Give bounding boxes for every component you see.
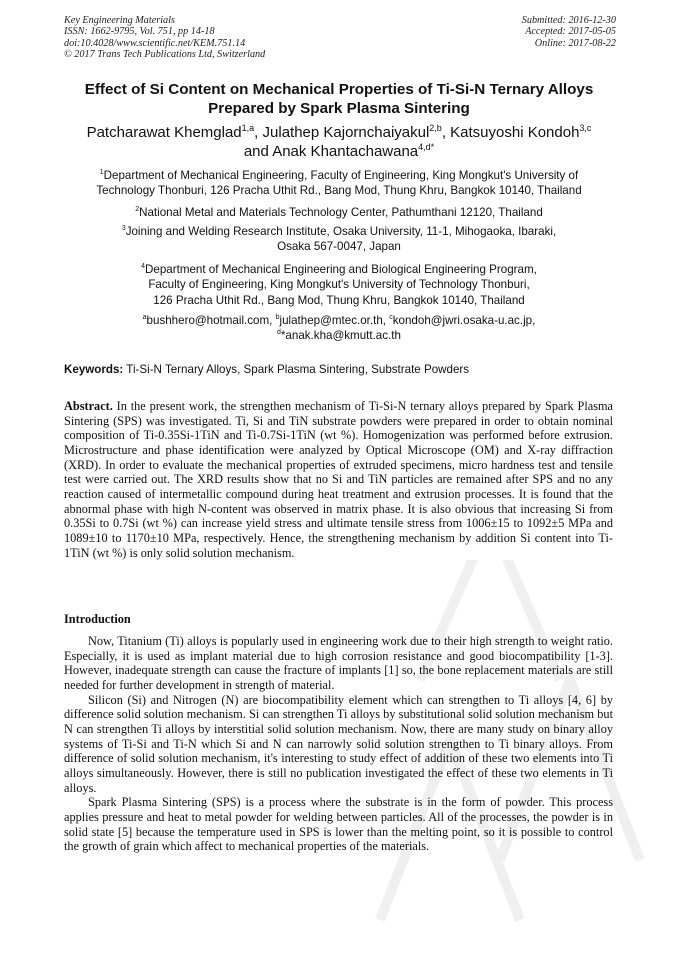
author-list [40,123,638,161]
journal-copyright: © 2017 Trans Tech Publications Ltd, Switzerland [64,49,266,61]
affiliation-1-line-1: Department of Mechanical Engineering, Faculty of Engineering, King Mongkut's University of [103,169,579,182]
accepted-date: Accepted: 2017-05-05 [525,26,616,38]
submission-dates [522,15,616,49]
author-4: Anak Khantachawana [272,143,419,160]
intro-paragraph-1: Now, Titanium (Ti) alloys is popularly used in engineering work due to their high strength to weight ratio. Especially, it is used as implant material due to high corrosion resistance and good biocompatibility [1-3]. However, inadequate strength can cause the fracture of implants [1] so, the bone replacement materials are still needed for further development in strength of material. [64,634,613,692]
authors-line-1: Patcharawat Khemglad$^{1,a}$, Julathep Kajornchaiyakul$^{2,b}$, Katsuyoshi Kondoh$^{3,c}$ [86,123,592,141]
affiliation-3-num: 3 [121,225,126,233]
affiliation-3 [50,224,628,255]
journal-issn: ISSN: 1662-9795, Vol. 751, pp 14-18 [64,26,215,38]
email-d[interactable]: *anak.kha@kmutt.ac.th [280,329,401,343]
affiliation-1-line-2: Technology Thonburi, 126 Pracha Uthit Rd., Bang Mod, Thung Khru, Bangkok 10140, Thailand [96,184,582,198]
author-2: Julathep Kajornchaiyakul [262,124,430,141]
affiliation-2-line-1: National Metal and Materials Technology Center, Pathumthani 12120, Thailand [139,206,543,219]
affiliation-4-line-2: Faculty of Engineering, King Mongkut's University of Technology Thonburi, [148,278,530,292]
affiliation-4 [50,262,628,308]
online-date: Online: 2017-08-22 [534,37,616,49]
affiliation-1 [50,168,628,199]
author-1: Patcharawat Khemglad [86,124,242,141]
title-line-1: Effect of Si Content on Mechanical Properties of Ti-Si-N Ternary Alloys [84,81,594,98]
author-emails [50,313,628,344]
email-c-sup: c [389,314,393,322]
affiliation-4-line-1: Department of Mechanical Engineering and Biological Engineering Program, [145,263,537,276]
email-b-sup: b [275,314,280,322]
intro-paragraph-3: Spark Plasma Sintering (SPS) is a process where the substrate is in the form of powder. This process applies pressure and heat to metal powder for welding between particles. All of the processes, the powder is in solid state [5] because the temperature used in SPS is lower than the melting point, so it is possible to control the growth of grain which affect to mechanical properties of the materials. [64,795,613,854]
affiliation-2 [50,205,628,220]
author-4-sup: 4,d* [418,142,435,152]
submitted-date: Submitted: 2016-12-30 [521,15,616,26]
keywords-text: Ti-Si-N Ternary Alloys, Spark Plasma Sintering, Substrate Powders [126,363,470,376]
abstract-label: Abstract. [64,399,113,413]
intro-paragraph-2: Silicon (Si) and Nitrogen (N) are biocompatibility element which can strengthen to Ti alloys [4, 6] by difference solid solution mechanism. Si can strengthen Ti alloys by substitutional solid solution mechanism but N can strengthen Ti alloys by interstitial solid solution mechanism. Now, there are many study on binary alloy systems of Ti-Si and Ti-N which Si and N can narrowly solid solution strengthen to Ti binary alloys. From difference of solid solution mechanism, it's interesting to study effect of addition of these two elements into Ti alloys simultaneously. However, there is still no publication investigated the effect of these two elements in Ti alloys. [64,692,613,795]
affiliation-4-num: 4 [141,263,146,271]
email-a[interactable]: bushhero@hotmail.com, [146,314,273,327]
author-3: Katsuyoshi Kondoh [450,124,580,141]
authors-line-2 [40,142,638,161]
journal-doi: doi:10.4028/www.scientific.net/KEM.751.14 [64,37,246,49]
affiliation-3-line-2: Osaka 567-0047, Japan [277,240,401,254]
title-line-2: Prepared by Spark Plasma Sintering [208,100,470,117]
author-1-sup: 1,a [241,123,255,133]
paper-title [40,80,638,118]
affiliation-2-num: 2 [135,206,140,214]
affiliation-3-line-1: Joining and Welding Research Institute, Osaka University, 11-1, Mihogaoka, Ibaraki, [125,225,557,238]
affiliation-1-num: 1 [99,169,104,177]
introduction-heading: Introduction [64,612,131,626]
email-a-sup: a [142,314,147,322]
affiliation-4-line-3: 126 Pracha Uthit Rd., Bang Mod, Thung Khru, Bangkok 10140, Thailand [153,293,525,307]
keywords-label: Keywords: [64,363,124,376]
journal-name: Key Engineering Materials [64,15,175,26]
email-d-sup: d [277,329,281,337]
keywords [64,362,624,377]
author-2-sup: 2,b [429,123,442,133]
author-3-sup: 3,c [579,123,592,133]
abstract-text: In the present work, the strengthen mechanism of Ti-Si-N ternary alloys prepared by Spark Plasma Sintering (SPS) was investigated. Ti, Si and TiN substrate powders were prepared in order to obtain nominal composition of Ti-0.35Si-1TiN and Ti-0.7Si-1TiN (wt %). Homogenization was performed before extrusion. Microstructure and phase identification were analyzed by Optical Microscope (OM) and X-ray diffraction (XRD). In order to evaluate the mechanical properties of extruded specimens, micro hardness test and tensile test were carried out. The XRD results show that no Si and TiN particles are remained after SPS and no any reaction caused of intermetallic compound during heat treatment and extrusion processes. It is found that the abnormal phase with high N-content was observed in matrix phase. It is also obvious that increasing Si from 0.35Si to 0.7Si (wt %) can increase yield stress and ultimate tensile stress from 1006±15 to 1092±5 MPa and 1089±10 to 1170±10 MPa, respectively. Hence, the strengthening mechanism by addition Si content into Ti-1TiN (wt %) is only solid solution mechanism. [64,399,614,560]
introduction-body [64,634,613,854]
email-c[interactable]: kondoh@jwri.osaka-u.ac.jp, [392,314,536,327]
abstract [64,399,613,560]
email-b[interactable]: julathep@mtec.or.th, [279,314,387,327]
author-and: and [243,143,269,160]
journal-info [64,15,265,61]
